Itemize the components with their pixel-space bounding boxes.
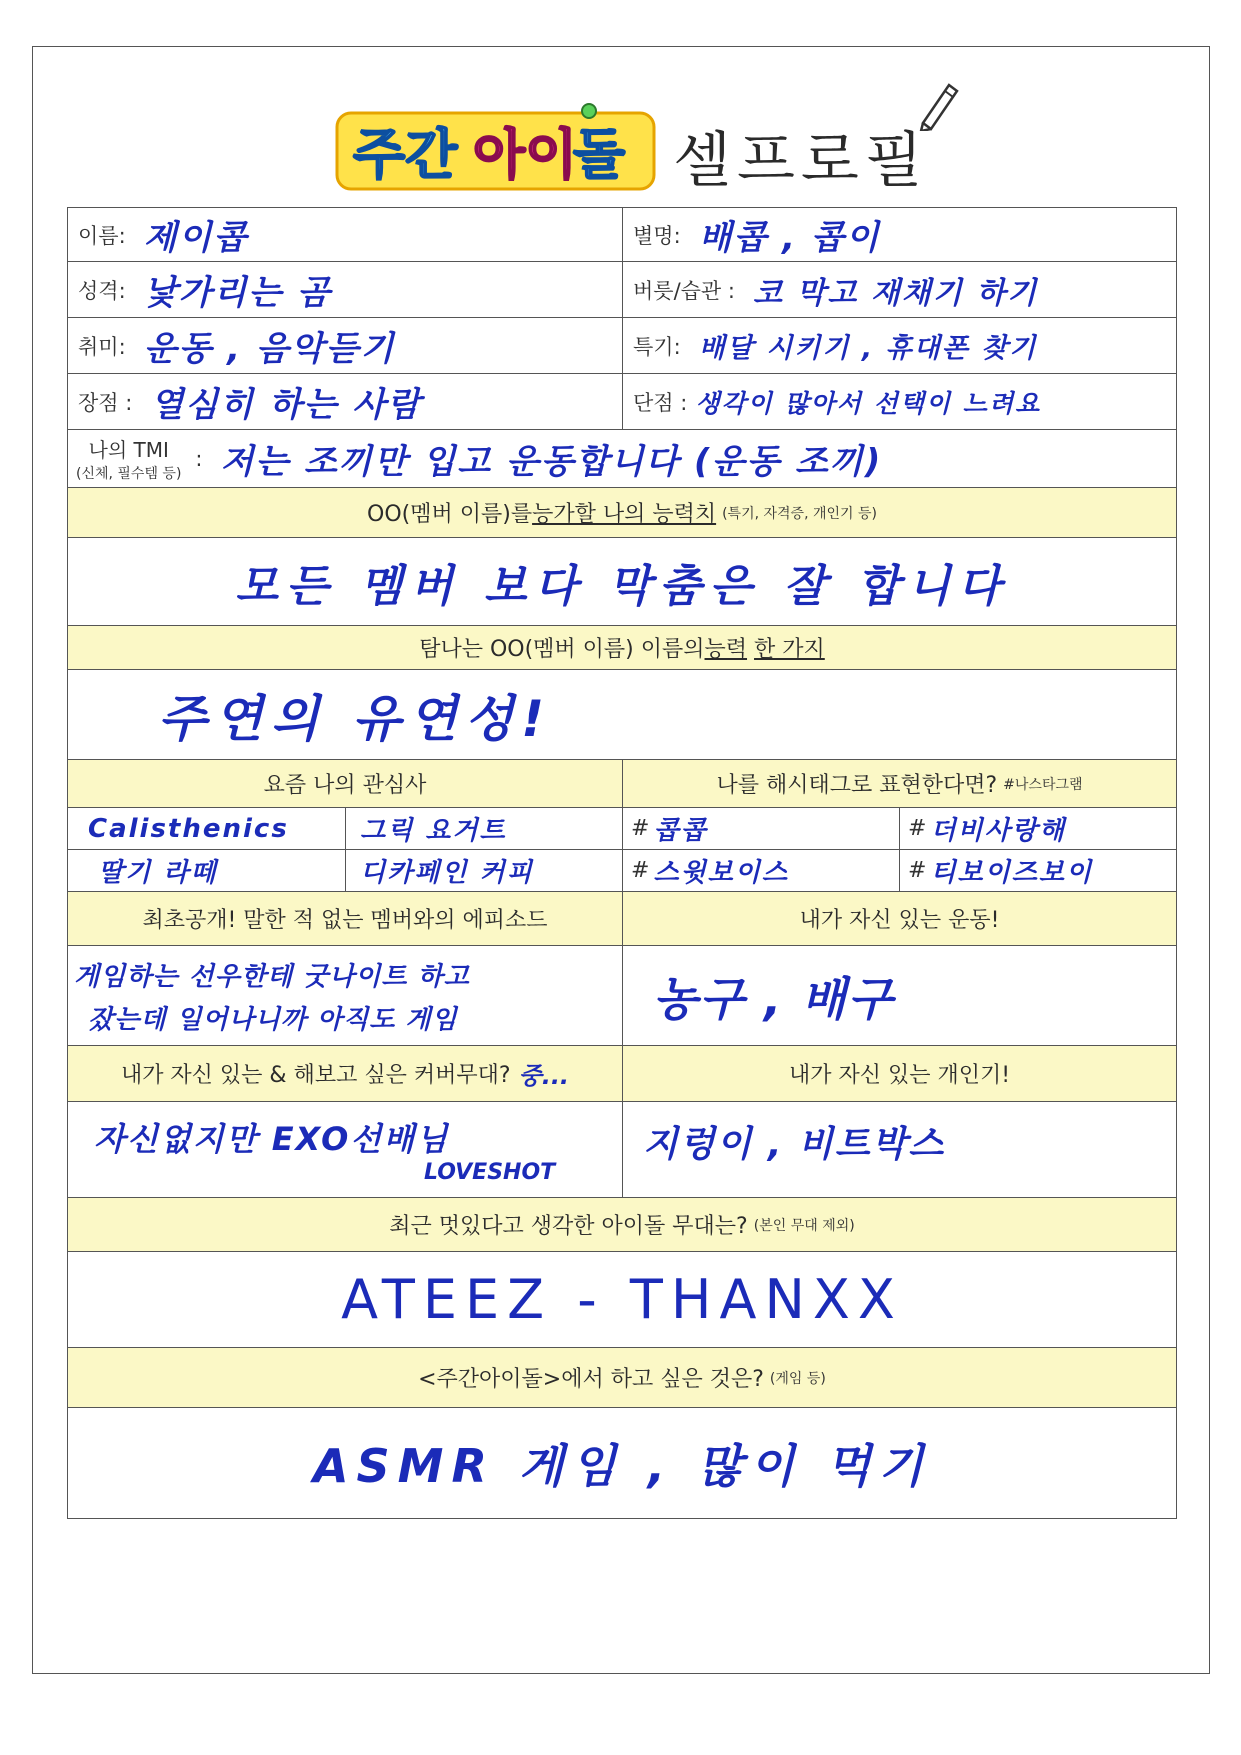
- covet-answer-cell: [68, 670, 1176, 759]
- profile-form: [67, 207, 1177, 1519]
- surpass-question-note: (특기, 자격증, 개인기 등): [722, 505, 877, 522]
- covet-answer: 주연의 유연성!: [158, 689, 553, 748]
- gag-answer: 지렁이 , 비트박스: [643, 1124, 946, 1165]
- habit-cell: [622, 262, 1176, 317]
- interest-item-text: 그릭 요거트: [360, 816, 507, 846]
- weekly-idol-logo: [333, 103, 658, 193]
- row-covet-question: [68, 626, 1176, 670]
- tmi-label-main: 나의 TMI: [88, 438, 169, 462]
- want-answer: ASMR 게임 , 많이 먹기: [312, 1439, 932, 1493]
- nickname-value: 배콥 , 콥이: [698, 218, 881, 258]
- stage-question-note: (본인 무대 제외): [753, 1217, 855, 1234]
- svg-text:주간: 주간: [353, 123, 458, 186]
- row-episode-sport-answer: [68, 946, 1176, 1046]
- interest-item-text: Calisthenics: [88, 813, 289, 844]
- hashtag-question-text: 나를 해시태그로 표현한다면?: [716, 773, 998, 798]
- talent-label: 특기:: [633, 334, 681, 359]
- hashtag-question: [622, 760, 1176, 807]
- cover-answer-line-2: LOVESHOT: [424, 1160, 556, 1185]
- personality-cell: [68, 262, 622, 317]
- gag-question: [622, 1046, 1176, 1101]
- row-hobby: [68, 318, 1176, 374]
- sport-answer: 농구 , 배구: [653, 971, 895, 1026]
- interest-question-text: 요즘 나의 관심사: [263, 773, 427, 798]
- svg-text:돌: 돌: [573, 123, 626, 186]
- row-want-question: [68, 1348, 1176, 1408]
- surpass-question-text: OO(멤버 이름)를: [367, 502, 533, 527]
- cover-question-text: 내가 자신 있는 & 해보고 싶은 커버무대?: [120, 1063, 511, 1088]
- row-covet-answer: [68, 670, 1176, 760]
- gag-answer-cell: [622, 1102, 1176, 1197]
- hobby-cell: [68, 318, 622, 373]
- tmi-label: [68, 434, 181, 483]
- hashtag-text: 콥콥: [653, 816, 708, 846]
- strength-label: 장점 :: [78, 390, 133, 415]
- cover-answer-line-1: 자신없지만 EXO선배님: [94, 1120, 450, 1158]
- gag-question-text: 내가 자신 있는 개인기!: [788, 1063, 1011, 1088]
- want-question: [68, 1348, 1176, 1407]
- weakness-label: 단점 :: [633, 390, 688, 415]
- row-cover-gag-question: [68, 1046, 1176, 1102]
- interest-item: [68, 808, 345, 849]
- hashtag-mark: #: [631, 816, 650, 841]
- hashtag-text: 더비사랑해: [930, 816, 1067, 846]
- personality-label: 성격:: [78, 278, 126, 303]
- row-surpass-question: [68, 488, 1176, 538]
- stage-answer: ATEEZ - THANXX: [341, 1268, 903, 1331]
- row-stage-answer: [68, 1252, 1176, 1348]
- interest-item-text: 딸기 라떼: [98, 858, 218, 888]
- tmi-cell: [68, 430, 1176, 487]
- hashtag-mark: #: [631, 858, 650, 883]
- page-title: 셀프로필: [673, 126, 929, 196]
- hashtag-text: 티보이즈보이: [930, 858, 1094, 888]
- episode-answer-line-1: 게임하는 선우한테 굿나이트 하고: [74, 961, 470, 992]
- name-cell: [68, 208, 622, 261]
- pencil-icon: [915, 75, 961, 131]
- profile-sheet: [32, 46, 1210, 1674]
- nickname-cell: [622, 208, 1176, 261]
- weakness-cell: [622, 374, 1176, 429]
- strength-cell: [68, 374, 622, 429]
- hashtag-mark: #: [908, 858, 927, 883]
- episode-question-text: 최초공개! 말한 적 없는 멤버와의 에피소드: [142, 908, 548, 933]
- tmi-label-sub: (신체, 필수템 등): [76, 466, 182, 482]
- surpass-question: [68, 488, 1176, 537]
- row-cover-gag-answer: [68, 1102, 1176, 1198]
- habit-label: 버릇/습관 :: [633, 278, 735, 303]
- want-question-note: (게임 등): [769, 1370, 826, 1387]
- row-surpass-answer: [68, 538, 1176, 626]
- interest-question: [68, 760, 622, 807]
- header: [33, 47, 1209, 207]
- strength-value: 열심히 하는 사람: [150, 385, 422, 425]
- talent-value: 배달 시키기 , 휴대폰 찾기: [698, 333, 1038, 364]
- row-interest-1: [68, 808, 1176, 850]
- nickname-label: 별명:: [633, 223, 681, 248]
- hashtag-question-note: #나스타그램: [1003, 776, 1083, 793]
- row-stage-question: [68, 1198, 1176, 1252]
- row-interest-hashtag-question: [68, 760, 1176, 808]
- hobby-value: 운동 , 음악듣기: [143, 329, 396, 369]
- interest-item: [345, 850, 622, 891]
- surpass-question-underline: 능가할 나의 능력치: [532, 502, 717, 527]
- episode-answer-line-3: 중...: [518, 1062, 570, 1090]
- tmi-value: 저는 조끼만 입고 운동합니다 (운동 조끼): [220, 442, 883, 482]
- want-answer-cell: [68, 1408, 1176, 1518]
- covet-question-underline-1: 능력: [704, 637, 748, 662]
- hashtag-item: [899, 808, 1176, 849]
- tmi-colon: :: [195, 446, 203, 471]
- name-value: 제이콥: [143, 218, 249, 258]
- row-personality: [68, 262, 1176, 318]
- talent-cell: [622, 318, 1176, 373]
- row-tmi: [68, 430, 1176, 488]
- name-label: 이름:: [78, 223, 126, 248]
- cover-question: [68, 1046, 622, 1101]
- interest-item-text: 디카페인 커피: [360, 858, 534, 888]
- covet-question-space: [747, 635, 754, 660]
- hashtag-text: 스윗보이스: [653, 858, 790, 888]
- habit-value: 코 막고 재채기 하기: [752, 275, 1039, 311]
- personality-value: 낯가리는 곰: [143, 273, 332, 313]
- hashtag-item: [899, 850, 1176, 891]
- covet-question: [68, 626, 1176, 669]
- row-interest-2: [68, 850, 1176, 892]
- hashtag-mark: #: [908, 816, 927, 841]
- episode-answer-cell: [68, 946, 622, 1045]
- weakness-value: 생각이 많아서 선택이 느려요: [695, 388, 1042, 418]
- svg-text:아이: 아이: [473, 123, 578, 186]
- stage-question: [68, 1198, 1176, 1251]
- hashtag-item: [622, 808, 899, 849]
- interest-item: [345, 808, 622, 849]
- episode-answer-line-2: 잤는데 일어나니까 아직도 게임: [88, 1004, 458, 1035]
- stage-question-text: 최근 멋있다고 생각한 아이돌 무대는?: [389, 1214, 748, 1239]
- want-question-text: <주간아이돌>에서 하고 싶은 것은?: [418, 1367, 764, 1392]
- stage-answer-cell: [68, 1252, 1176, 1347]
- hobby-label: 취미:: [78, 334, 126, 359]
- row-episode-sport-question: [68, 892, 1176, 946]
- sport-question-text: 내가 자신 있는 운동!: [799, 908, 1000, 933]
- surpass-answer-cell: [68, 538, 1176, 625]
- row-strength: [68, 374, 1176, 430]
- surpass-answer: 모든 멤버 보다 막춤은 잘 합니다: [235, 560, 1009, 612]
- row-name: [68, 208, 1176, 262]
- covet-question-underline-2: 한 가지: [754, 637, 825, 662]
- episode-question: [68, 892, 622, 945]
- interest-item: [68, 850, 345, 891]
- cover-answer-cell: [68, 1102, 622, 1197]
- sport-question: [622, 892, 1176, 945]
- covet-question-text: 탐나는 OO(멤버 이름) 이름의: [419, 637, 705, 662]
- row-want-answer: [68, 1408, 1176, 1518]
- sport-answer-cell: [622, 946, 1176, 1045]
- hashtag-item: [622, 850, 899, 891]
